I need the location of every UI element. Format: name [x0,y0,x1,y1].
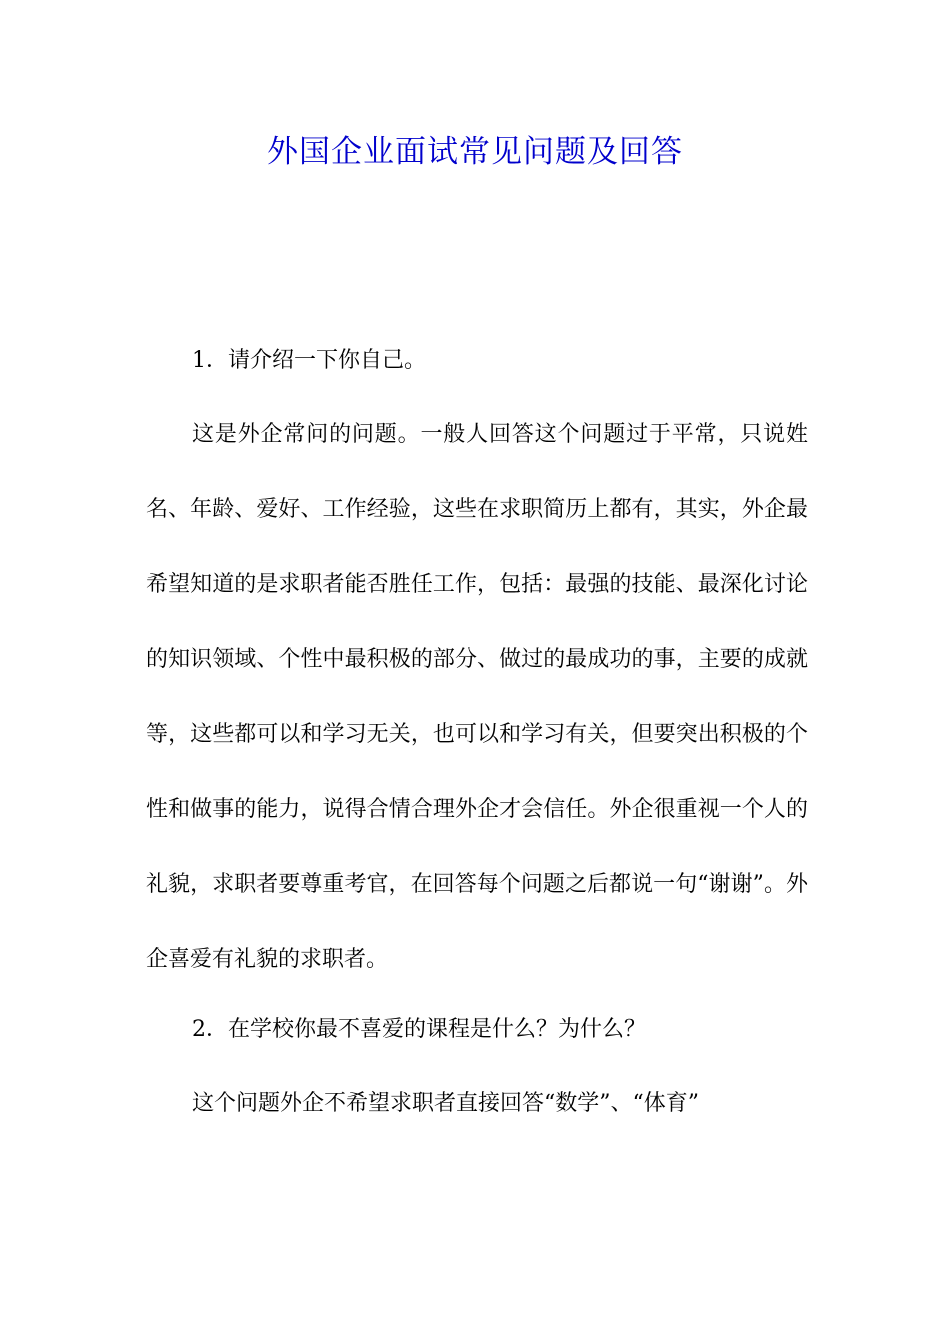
answer-2-paragraph: 这个问题外企不希望求职者直接回答“数学”、“体育” [192,1091,699,1116]
answer-1-paragraph: 这是外企常问的问题。一般人回答这个问题过于平常，只说姓名、年龄、爱好、工作经验，这些在求职简历上都有，其实，外企最希望知道的是求职者能否胜任工作，包括：最强的技能、最深化讨论的知识领域、个性中最积极的部分、做过的最成功的事，主要的成就等，这些都可以和学习无关，也可以和学习有关，但要突出积极的个性和做事的能力，说得合情合理外企才会信任。外企很重视一个人的礼貌，求职者要尊重考官，在回答每个问题之后都说一句“谢谢”。外企喜爱有礼貌的求职者。 [146,422,808,972]
document-body [146,342,808,1165]
document-title: 外国企业面试常见问题及回答 [267,134,683,170]
question-1-heading: 1．请介绍一下你自己。 [192,348,426,373]
question-2-heading: 2．在学校你最不喜爱的课程是什么？为什么？ [192,1017,646,1042]
